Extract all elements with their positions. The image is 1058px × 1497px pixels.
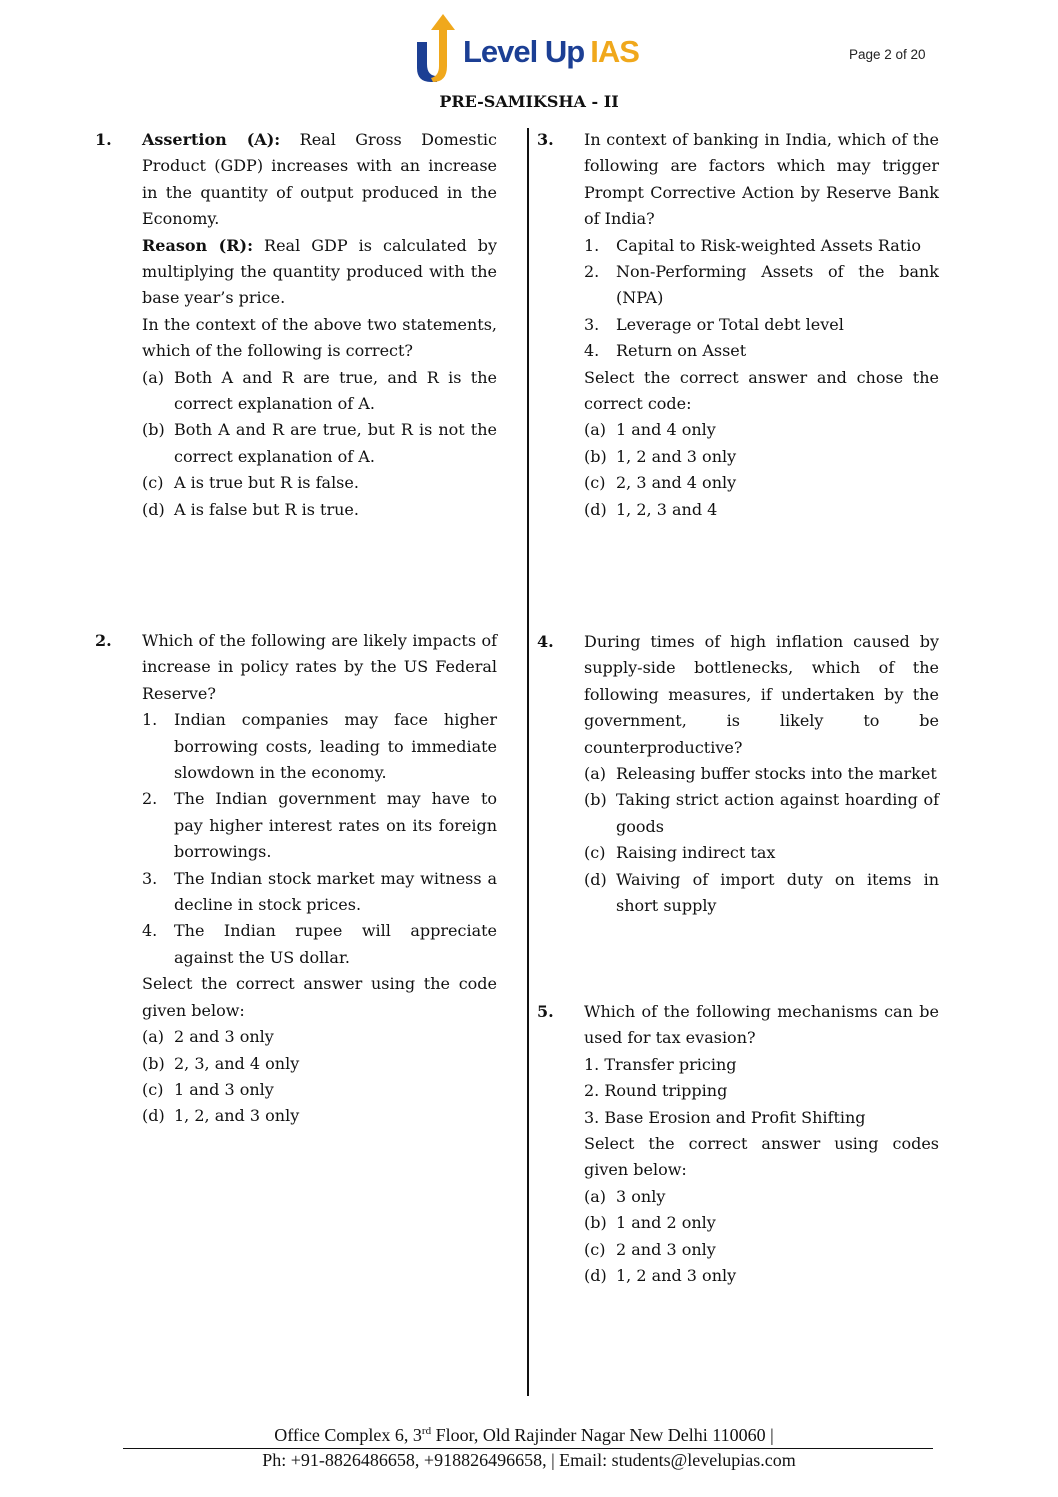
option-label: (a) xyxy=(584,1186,607,1206)
page-title: PRE-SAMIKSHA - II xyxy=(439,92,619,111)
answer-option[interactable] xyxy=(584,497,939,523)
question-3 xyxy=(537,127,939,523)
question-2 xyxy=(95,628,497,1130)
option-text: 2, 3 and 4 only xyxy=(616,473,737,493)
answer-instruction: Select the correct answer using codes given below: xyxy=(584,1134,939,1180)
statement-text: Leverage or Total debt level xyxy=(616,314,844,334)
question-stem xyxy=(584,629,939,761)
option-text: A is false but R is true. xyxy=(174,499,359,519)
answer-option[interactable] xyxy=(584,1210,939,1236)
option-label: (b) xyxy=(142,420,165,440)
option-label: (a) xyxy=(142,1027,165,1047)
option-label: (c) xyxy=(584,1239,606,1259)
statement-number: 2. xyxy=(584,262,600,282)
option-label: (c) xyxy=(584,473,606,493)
option-text: 1 and 3 only xyxy=(174,1079,274,1099)
statement-item xyxy=(584,259,939,312)
option-label: (a) xyxy=(584,764,607,784)
question-body xyxy=(584,999,939,1289)
footer-address xyxy=(0,1425,1048,1446)
answer-option[interactable] xyxy=(142,497,497,523)
answer-option[interactable] xyxy=(584,1184,939,1210)
statement-text: The Indian government may have to pay higher interest rates on its foreign borrowings. xyxy=(174,789,497,862)
question-4 xyxy=(537,629,939,919)
stem-text: Which of the following are likely impacts of increase in policy rates by the US Federal Reserve? xyxy=(142,631,497,703)
footer-address-pre: Office Complex 6, 3 xyxy=(274,1425,422,1445)
footer-rule xyxy=(123,1448,933,1449)
statement-number: 3. xyxy=(584,314,600,334)
statement-item xyxy=(584,312,939,338)
footer-address-sup: rd xyxy=(421,1425,432,1437)
question-body xyxy=(142,127,497,523)
answer-instruction: Select the correct answer and chose the correct code: xyxy=(584,367,939,414)
answer-option[interactable] xyxy=(584,1263,939,1289)
answer-option[interactable] xyxy=(142,1024,497,1050)
option-label: (b) xyxy=(584,446,607,466)
answer-option[interactable] xyxy=(142,1103,497,1129)
statement-number: 4. xyxy=(584,341,600,361)
logo-arrow-icon xyxy=(413,12,463,84)
stem-text: Real GDP is calculated by multiplying the quantity produced with the base year’s price. xyxy=(142,235,497,308)
answer-option[interactable] xyxy=(142,470,497,496)
option-label: (c) xyxy=(584,843,606,863)
option-text: 2 and 3 only xyxy=(616,1239,716,1259)
question-5 xyxy=(537,999,939,1289)
question-stem xyxy=(142,312,497,365)
option-label: (d) xyxy=(142,1106,165,1126)
answer-option[interactable] xyxy=(142,1077,497,1103)
statement-item xyxy=(142,918,497,971)
question-number: 5. xyxy=(537,1002,554,1021)
option-text: 1 and 4 only xyxy=(616,420,716,440)
option-text: 1 and 2 only xyxy=(616,1213,716,1233)
question-number: 4. xyxy=(537,632,554,651)
statement-text: The Indian rupee will appreciate against the US dollar. xyxy=(174,921,497,967)
column-divider xyxy=(527,128,529,1396)
answer-option[interactable] xyxy=(584,840,939,866)
option-text: 1, 2 and 3 only xyxy=(616,446,737,466)
stem-label: Reason (R): xyxy=(142,235,254,255)
option-label: (b) xyxy=(142,1053,165,1073)
statement-item xyxy=(584,233,939,259)
answer-option[interactable] xyxy=(584,761,939,787)
question-stem xyxy=(142,127,497,233)
option-text: 1, 2 and 3 only xyxy=(616,1266,737,1286)
answer-option[interactable] xyxy=(584,787,939,840)
option-text: 1, 2, 3 and 4 xyxy=(616,499,718,519)
option-text: Releasing buffer stocks into the market xyxy=(616,764,937,784)
logo-accent: IAS xyxy=(590,34,639,69)
answer-option[interactable] xyxy=(142,417,497,470)
question-body xyxy=(584,127,939,523)
question-1 xyxy=(95,127,497,523)
statement-number: 1. xyxy=(142,710,158,730)
statement-item: 3. Base Erosion and Profit Shifting xyxy=(584,1107,866,1127)
question-body xyxy=(584,629,939,919)
question-stem xyxy=(142,628,497,707)
statement-text: Non-Performing Assets of the bank (NPA) xyxy=(616,262,939,308)
question-number: 1. xyxy=(95,130,112,149)
statement-number: 3. xyxy=(142,868,158,888)
option-text: 2 and 3 only xyxy=(174,1027,274,1047)
option-label: (b) xyxy=(584,790,607,810)
logo-text: Level Up xyxy=(463,34,585,69)
option-text: Raising indirect tax xyxy=(616,843,776,863)
question-number: 2. xyxy=(95,631,112,650)
question-stem xyxy=(584,127,939,233)
statement-number: 2. xyxy=(142,789,158,809)
levelup-ias-logo xyxy=(413,12,643,84)
option-label: (d) xyxy=(584,499,607,519)
stem-text: In the context of the above two statements, which of the following is correct? xyxy=(142,314,497,361)
answer-option[interactable] xyxy=(584,1237,939,1263)
answer-option[interactable] xyxy=(142,365,497,418)
statement-item: 2. Round tripping xyxy=(584,1081,728,1101)
footer-address-post: Floor, Old Rajinder Nagar New Delhi 110060 | xyxy=(431,1425,774,1445)
option-text: Waiving of import duty on items in short supply xyxy=(616,869,939,916)
statement-item xyxy=(142,707,497,786)
option-text: Both A and R are true, and R is the correct explanation of A. xyxy=(174,367,497,414)
statement-number: 4. xyxy=(142,921,158,941)
option-label: (d) xyxy=(584,869,607,889)
option-label: (a) xyxy=(584,420,607,440)
statement-text: The Indian stock market may witness a decline in stock prices. xyxy=(174,868,497,915)
statement-item xyxy=(584,338,939,364)
answer-instruction: Select the correct answer using the code given below: xyxy=(142,974,497,1020)
statement-item: 1. Transfer pricing xyxy=(584,1054,737,1074)
stem-text: During times of high inflation caused by supply-side bottlenecks, which of the following measures, if undertaken by the government, is likely to be counterproductive? xyxy=(584,632,939,757)
question-stem xyxy=(142,233,497,312)
option-label: (d) xyxy=(584,1266,607,1286)
option-text: 2, 3, and 4 only xyxy=(174,1053,300,1073)
option-label: (c) xyxy=(142,1079,164,1099)
option-text: 1, 2, and 3 only xyxy=(174,1106,300,1126)
stem-text: In context of banking in India, which of the following are factors which may trigger Prompt Corrective Action by Reserve Bank of India? xyxy=(584,130,939,229)
option-label: (d) xyxy=(142,499,165,519)
question-number: 3. xyxy=(537,130,554,149)
footer-contact: Ph: +91-8826486658, +918826496658, | Email: students@levelupias.com xyxy=(262,1450,796,1470)
option-label: (c) xyxy=(142,473,164,493)
page-indicator: Page 2 of 20 xyxy=(849,47,926,62)
option-text: Both A and R are true, but R is not the correct explanation of A. xyxy=(174,420,497,466)
statement-number: 1. xyxy=(584,235,600,255)
option-text: Taking strict action against hoarding of goods xyxy=(616,790,939,836)
answer-option[interactable] xyxy=(584,417,939,443)
answer-option[interactable] xyxy=(142,1051,497,1077)
question-body xyxy=(142,628,497,1130)
statement-text: Capital to Risk-weighted Assets Ratio xyxy=(616,235,922,255)
statement-item xyxy=(142,866,497,919)
stem-text: Which of the following mechanisms can be used for tax evasion? xyxy=(584,1002,939,1048)
option-label: (a) xyxy=(142,367,165,387)
answer-option[interactable] xyxy=(584,867,939,920)
statement-text: Return on Asset xyxy=(616,341,747,361)
answer-option[interactable] xyxy=(584,444,939,470)
stem-label: Assertion (A): xyxy=(142,130,281,149)
stem-text: Real Gross Domestic Product (GDP) increases with an increase in the quantity of output produced in the Economy. xyxy=(142,130,498,229)
option-text: 3 only xyxy=(616,1186,666,1206)
statement-item xyxy=(142,786,497,865)
option-label: (b) xyxy=(584,1213,607,1233)
question-stem xyxy=(584,999,939,1052)
option-text: A is true but R is false. xyxy=(174,473,359,493)
answer-option[interactable] xyxy=(584,470,939,496)
statement-text: Indian companies may face higher borrowing costs, leading to immediate slowdown in the economy. xyxy=(174,710,497,783)
